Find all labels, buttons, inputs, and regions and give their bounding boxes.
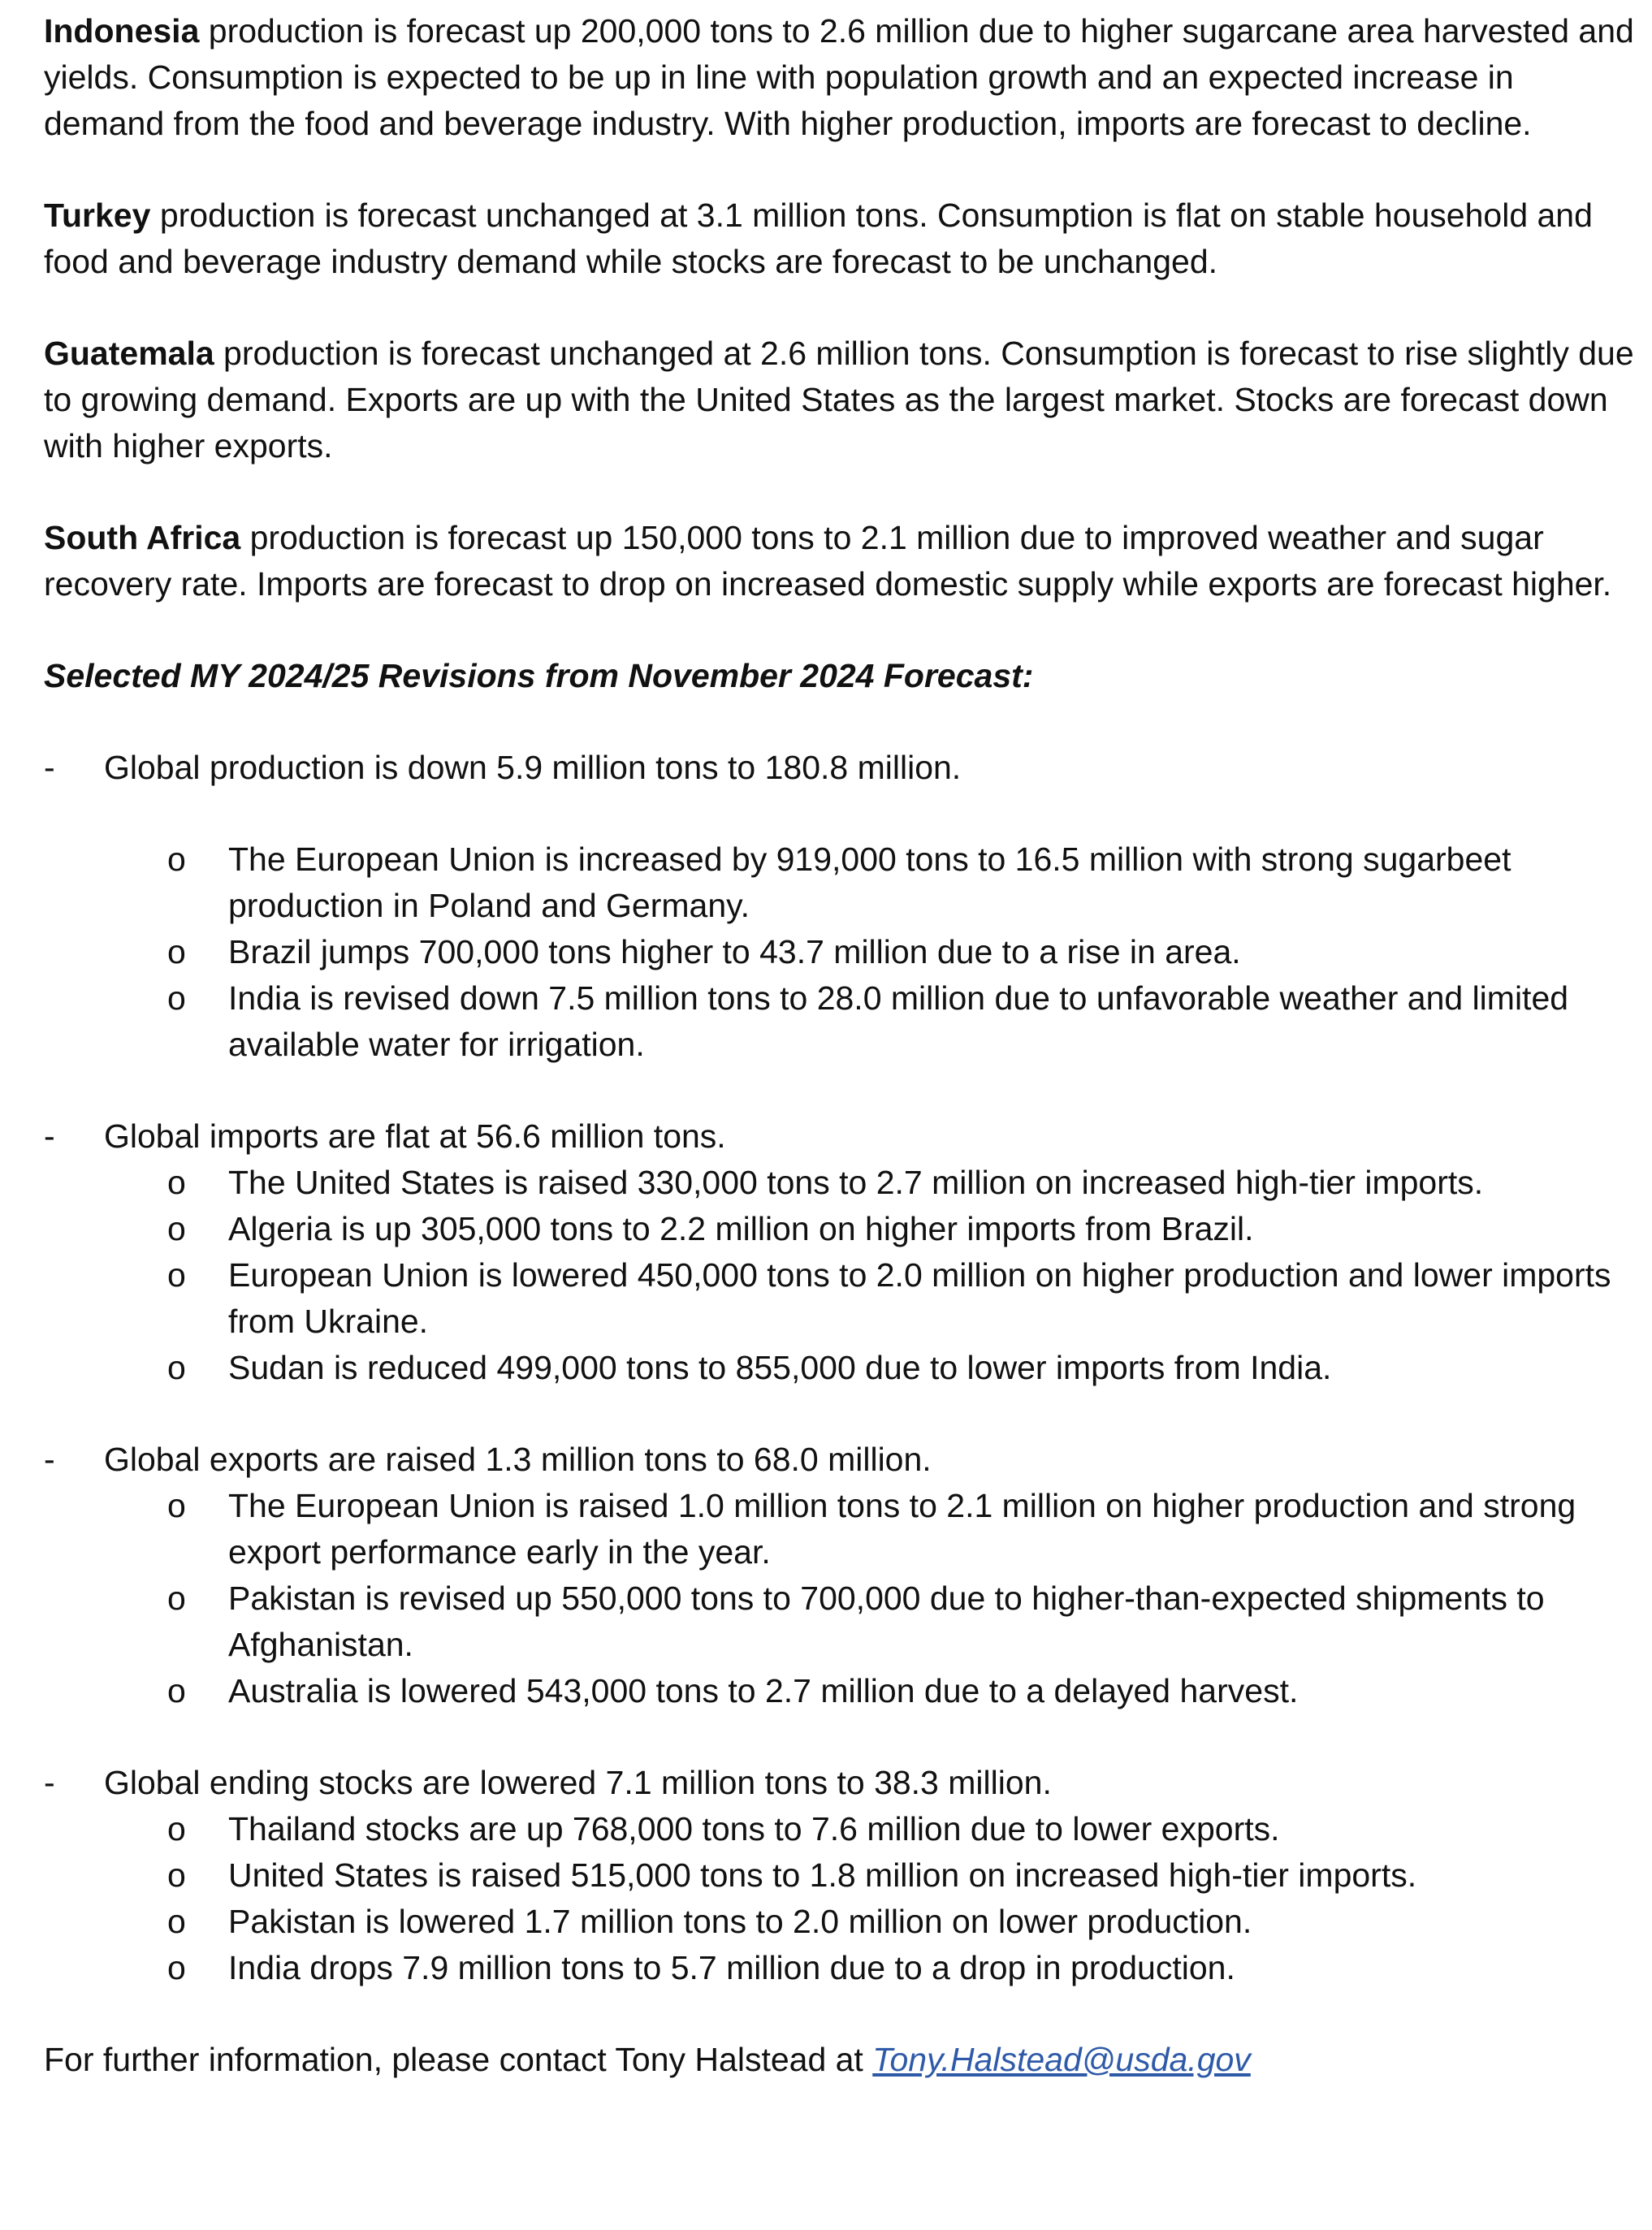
circle-bullet-icon: o — [167, 1580, 186, 1617]
list-item — [44, 929, 1636, 975]
revision-group-exports — [44, 1437, 1636, 1714]
list-item-text: The European Union is raised 1.0 million tons to 2.1 million on higher production and strong export performance early in the year. — [228, 1487, 1576, 1571]
contact-text: For further information, please contact Tony Halstead at — [44, 2041, 873, 2078]
list-item-text: The United States is raised 330,000 tons to 2.7 million on increased high-tier imports. — [228, 1164, 1484, 1201]
country-paragraph-turkey — [44, 192, 1636, 285]
circle-bullet-icon: o — [167, 1856, 186, 1894]
list-item — [44, 1668, 1636, 1714]
dash-marker: - — [44, 1441, 55, 1478]
revision-summary-text: Global imports are flat at 56.6 million tons. — [104, 1117, 726, 1155]
country-paragraph-south-africa — [44, 515, 1636, 607]
list-item — [44, 975, 1636, 1068]
revision-summary — [44, 745, 1636, 791]
list-item — [44, 1575, 1636, 1668]
circle-bullet-icon: o — [167, 1349, 186, 1386]
revision-detail-list — [44, 836, 1636, 1068]
revision-group-imports — [44, 1113, 1636, 1391]
list-item-text: Australia is lowered 543,000 tons to 2.7 million due to a delayed harvest. — [228, 1672, 1299, 1709]
dash-marker: - — [44, 1764, 55, 1801]
revision-detail-list — [44, 1160, 1636, 1391]
dash-marker: - — [44, 1117, 55, 1155]
revision-summary-text: Global production is down 5.9 million tons to 180.8 million. — [104, 749, 962, 786]
circle-bullet-icon: o — [167, 1949, 186, 1986]
list-item — [44, 1852, 1636, 1899]
circle-bullet-icon: o — [167, 1487, 186, 1524]
list-item-text: Brazil jumps 700,000 tons higher to 43.7 million due to a rise in area. — [228, 933, 1241, 970]
list-item — [44, 1160, 1636, 1206]
list-item-text: Pakistan is lowered 1.7 million tons to 2.0 million on lower production. — [228, 1903, 1252, 1940]
list-item — [44, 1945, 1636, 1991]
revision-summary — [44, 1437, 1636, 1483]
country-text: production is forecast up 200,000 tons to 2.6 million due to higher sugarcane area harvested and yields. Consumption is expected to be up in line with population growth and an expected increase in demand from the food and beverage industry. With higher production, imports are forecast to decline. — [44, 12, 1634, 142]
list-item-text: United States is raised 515,000 tons to 1.8 million on increased high-tier imports. — [228, 1856, 1417, 1894]
contact-line — [44, 2037, 1636, 2083]
list-item-text: Sudan is reduced 499,000 tons to 855,000 due to lower imports from India. — [228, 1349, 1332, 1386]
revision-group-production — [44, 745, 1636, 1068]
document-page — [44, 8, 1636, 2128]
revision-detail-list — [44, 1806, 1636, 1991]
circle-bullet-icon: o — [167, 979, 186, 1017]
list-item-text: Thailand stocks are up 768,000 tons to 7.6 million due to lower exports. — [228, 1810, 1280, 1848]
contact-email-link[interactable]: Tony.Halstead@usda.gov — [872, 2041, 1251, 2078]
circle-bullet-icon: o — [167, 1164, 186, 1201]
list-item — [44, 1483, 1636, 1575]
list-item — [44, 836, 1636, 929]
circle-bullet-icon: o — [167, 1903, 186, 1940]
list-item-text: India is revised down 7.5 million tons to 28.0 million due to unfavorable weather and limited available water for irrigation. — [228, 979, 1569, 1063]
list-item — [44, 1206, 1636, 1252]
list-item-text: The European Union is increased by 919,000 tons to 16.5 million with strong sugarbeet production in Poland and Germany. — [228, 841, 1511, 924]
revisions-heading: Selected MY 2024/25 Revisions from November 2024 Forecast: — [44, 657, 1034, 694]
country-name: Guatemala — [44, 335, 214, 372]
circle-bullet-icon: o — [167, 841, 186, 878]
country-name: Turkey — [44, 197, 151, 234]
revision-summary-text: Global exports are raised 1.3 million tons to 68.0 million. — [104, 1441, 932, 1478]
revision-group-ending-stocks — [44, 1760, 1636, 1991]
country-name: South Africa — [44, 519, 241, 556]
list-item-text: Pakistan is revised up 550,000 tons to 700,000 due to higher-than-expected shipments to Afghanistan. — [228, 1580, 1545, 1663]
revision-summary-text: Global ending stocks are lowered 7.1 million tons to 38.3 million. — [104, 1764, 1052, 1801]
circle-bullet-icon: o — [167, 1672, 186, 1709]
list-item-text: Algeria is up 305,000 tons to 2.2 million on higher imports from Brazil. — [228, 1210, 1254, 1247]
country-name: Indonesia — [44, 12, 200, 50]
list-item — [44, 1345, 1636, 1391]
list-item-text: India drops 7.9 million tons to 5.7 million due to a drop in production. — [228, 1949, 1235, 1986]
list-item-text: European Union is lowered 450,000 tons to 2.0 million on higher production and lower imports from Ukraine. — [228, 1256, 1611, 1340]
circle-bullet-icon: o — [167, 1256, 186, 1294]
circle-bullet-icon: o — [167, 933, 186, 970]
country-paragraph-guatemala — [44, 331, 1636, 469]
country-text: production is forecast up 150,000 tons to 2.1 million due to improved weather and sugar recovery rate. Imports are forecast to drop on increased domestic supply while exports are forecast higher. — [44, 519, 1612, 603]
country-text: production is forecast unchanged at 2.6 million tons. Consumption is forecast to rise slightly due to growing demand. Exports are up with the United States as the largest market. Stocks are forecast down with higher exports. — [44, 335, 1634, 465]
country-text: production is forecast unchanged at 3.1 million tons. Consumption is flat on stable household and food and beverage industry demand while stocks are forecast to be unchanged. — [44, 197, 1593, 280]
list-item — [44, 1252, 1636, 1345]
revision-summary — [44, 1760, 1636, 1806]
list-item — [44, 1806, 1636, 1852]
dash-marker: - — [44, 749, 55, 786]
circle-bullet-icon: o — [167, 1210, 186, 1247]
revision-detail-list — [44, 1483, 1636, 1714]
circle-bullet-icon: o — [167, 1810, 186, 1848]
country-paragraph-indonesia — [44, 8, 1636, 147]
list-item — [44, 1899, 1636, 1945]
revision-summary — [44, 1113, 1636, 1160]
